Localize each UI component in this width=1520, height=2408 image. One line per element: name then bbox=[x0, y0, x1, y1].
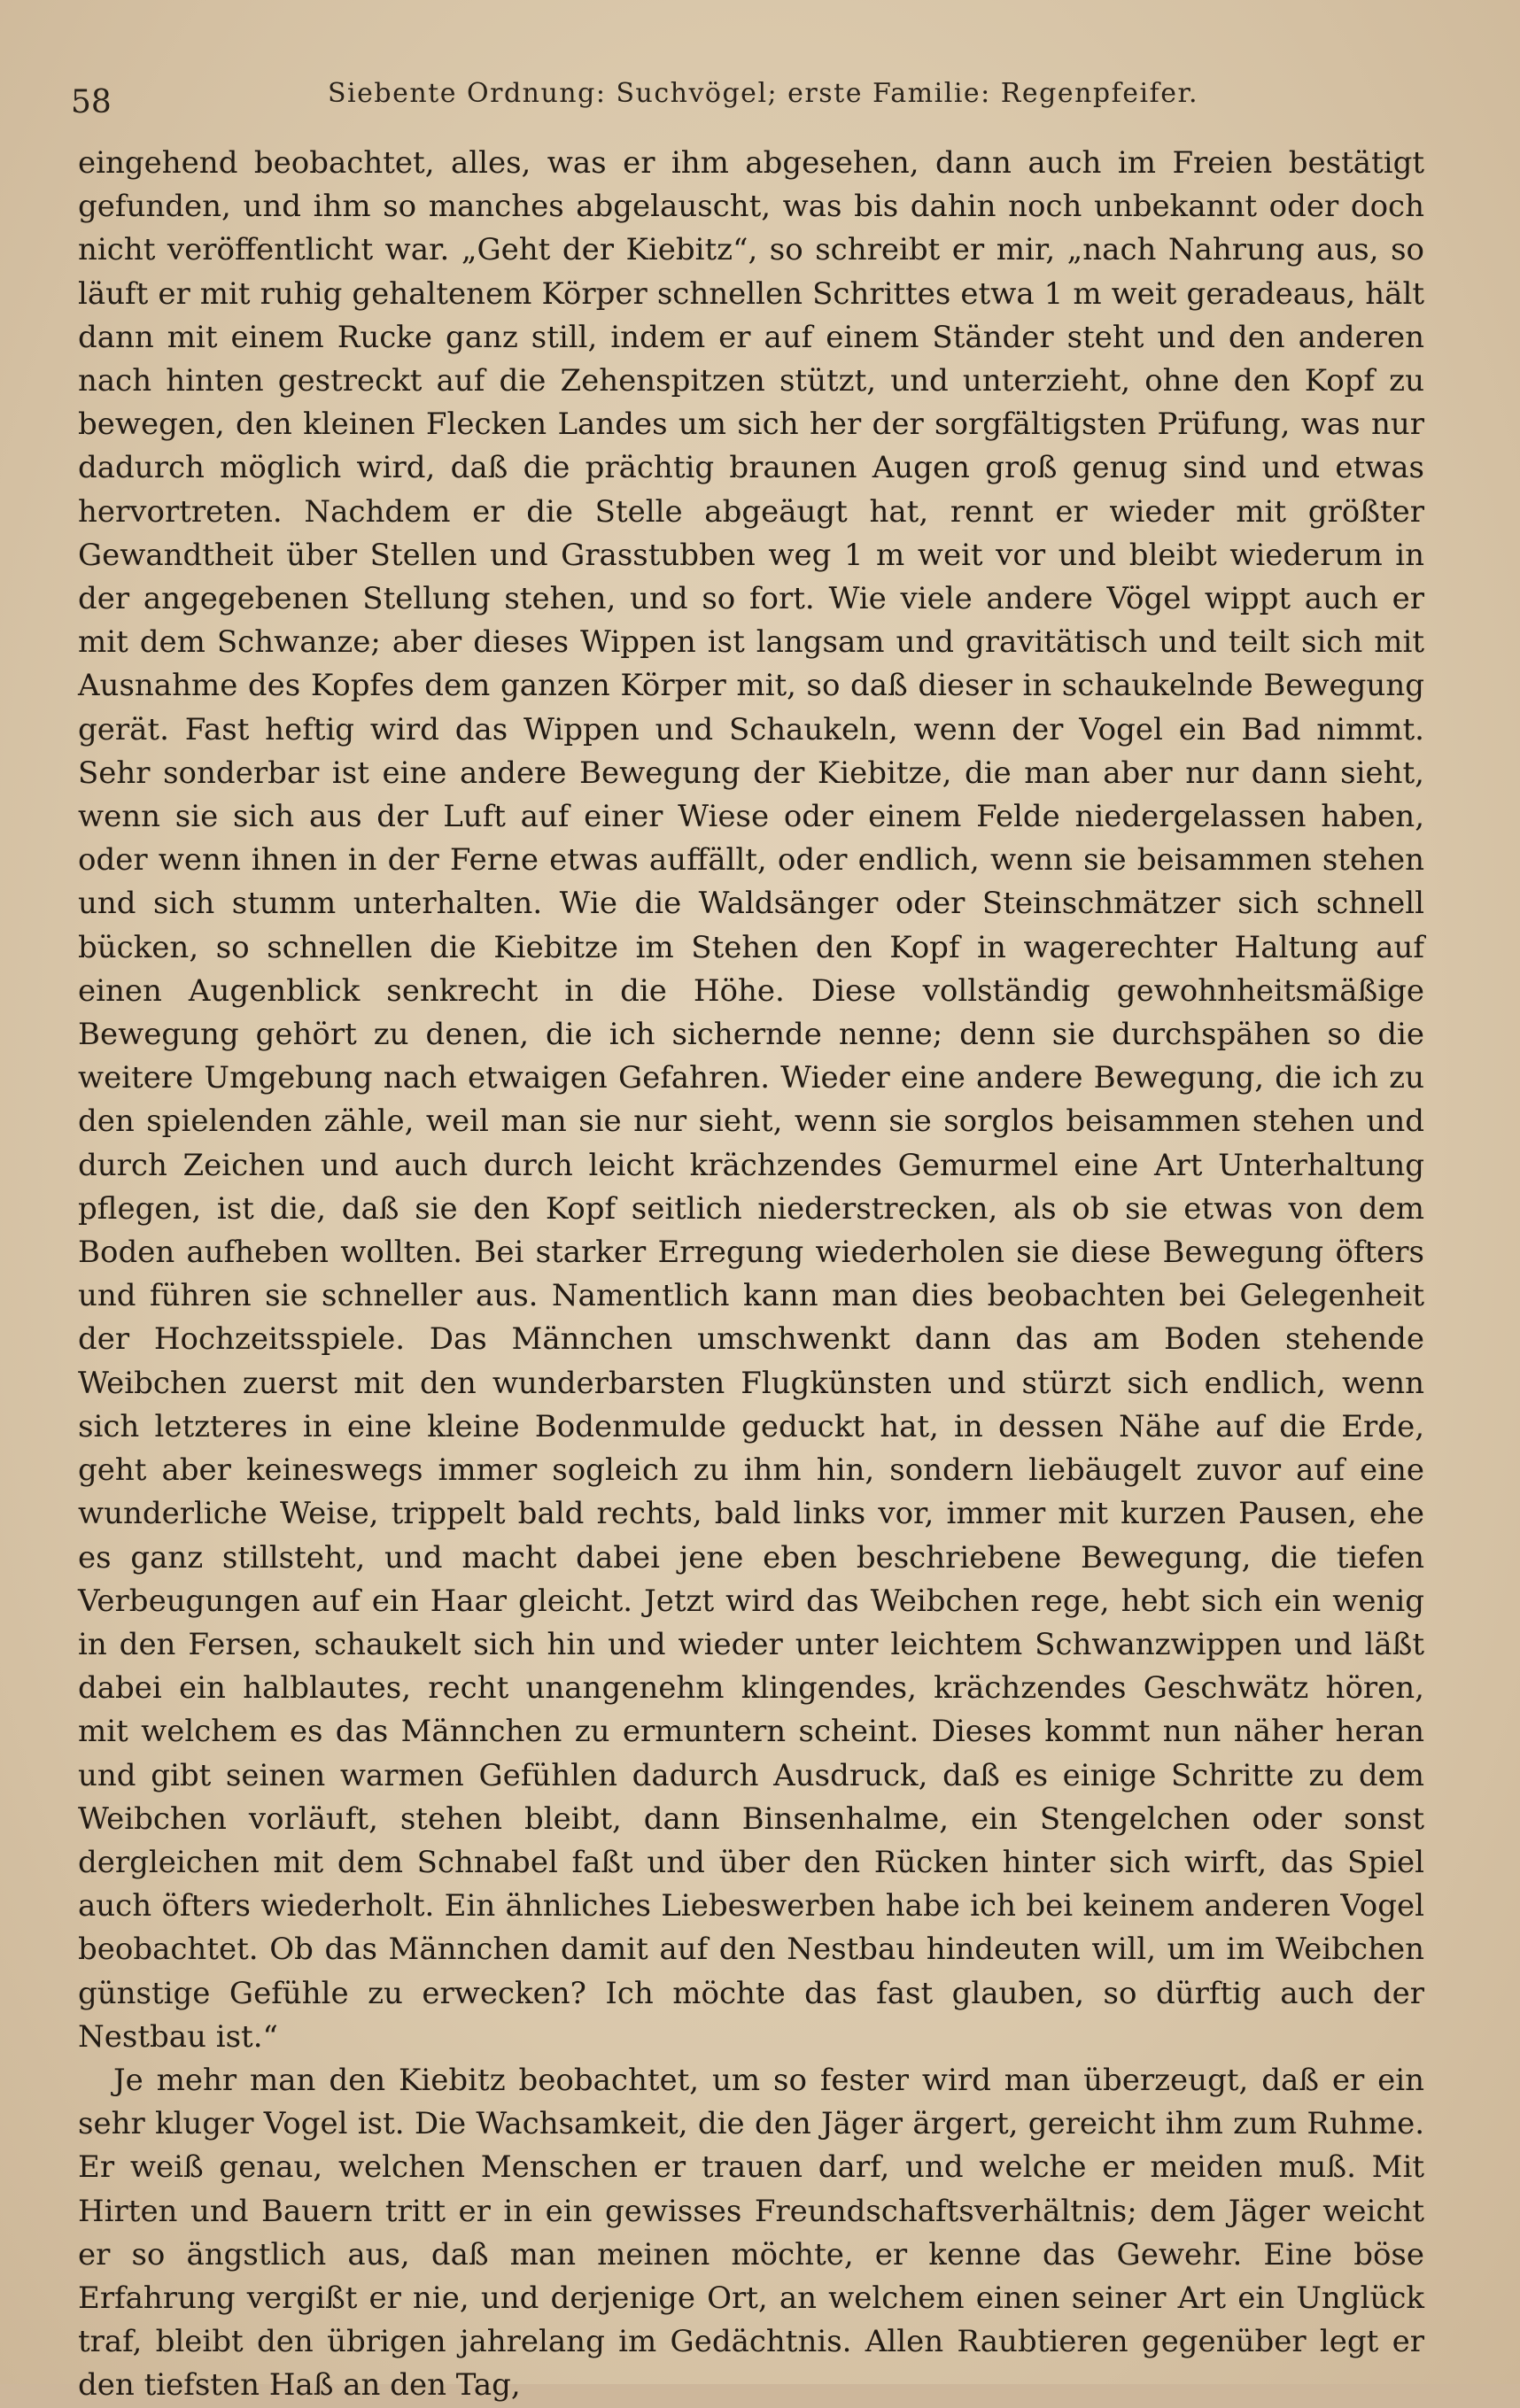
page-number: 58 bbox=[71, 84, 112, 120]
body-text bbox=[78, 142, 1424, 2408]
paragraph: Je mehr man den Kiebitz beobachtet, um so fester wird man überzeugt, daß er ein sehr kluger Vogel ist. Die Wachsamkeit, die den Jäger ärgert, gereicht ihm zum Ruhme. Er weiß genau, welchen Menschen er trauen darf, und welche er meiden muß. Mit Hirten und Bauern tritt er in ein gewisses Freundschaftsverhältnis; dem Jäger weicht er so ängstlich aus, daß man meinen möchte, er kenne das Gewehr. Eine böse Erfahrung vergißt er nie, und derjenige Ort, an welchem einen seiner Art ein Unglück traf, bleibt den übrigen jahrelang im Gedächtnis. Allen Raubtieren gegenüber legt er den tiefsten Haß an den Tag, bbox=[78, 2062, 1424, 2404]
paragraph: eingehend beobachtet, alles, was er ihm abgesehen, dann auch im Freien bestätigt gefunden, und ihm so manches abgelauscht, was bis dahin noch unbekannt oder doch nicht veröffentlicht war. „Geht der Kiebitz“, so schreibt er mir, „nach Nahrung aus, so läuft er mit ruhig gehaltenem Körper schnellen Schrittes etwa 1 m weit geradeaus, hält dann mit einem Rucke ganz still, indem er auf einem Ständer steht und den anderen nach hinten gestreckt auf die Zehenspitzen stützt, und unterzieht, ohne den Kopf zu bewegen, den kleinen Flecken Landes um sich her der sorgfältigsten Prüfung, was nur dadurch möglich wird, daß die prächtig braunen Augen groß genug sind und etwas hervortreten. Nachdem er die Stelle abgeäugt hat, rennt er wieder mit größter Gewandtheit über Stellen und Grasstubben weg 1 m weit vor und bleibt wiederum in der angegebenen Stellung stehen, und so fort. Wie viele andere Vögel wippt auch er mit dem Schwanze; aber dieses Wippen ist langsam und gravitätisch und teilt sich mit Ausnahme des Kopfes dem ganzen Körper mit, so daß dieser in schaukelnde Bewegung gerät. Fast heftig wird das Wippen und Schaukeln, wenn der Vogel ein Bad nimmt. Sehr sonderbar ist eine andere Bewegung der Kiebitze, die man aber nur dann sieht, wenn sie sich aus der Luft auf einer Wiese oder einem Felde niedergelassen haben, oder wenn ihnen in der Ferne etwas auffällt, oder endlich, wenn sie beisammen stehen und sich stumm unterhalten. Wie die Waldsänger oder Steinschmätzer sich schnell bücken, so schnellen die Kiebitze im Stehen den Kopf in wagerechter Haltung auf einen Augenblick senkrecht in die Höhe. Diese vollständig gewohnheitsmäßige Bewegung gehört zu denen, die ich sichernde nenne; denn sie durchspähen so die weitere Umgebung nach etwaigen Gefahren. Wieder eine andere Bewegung, die ich zu den spielenden zähle, weil man sie nur sieht, wenn sie sorglos beisammen stehen und durch Zeichen und auch durch leicht krächzendes Gemurmel eine Art Unterhaltung pflegen, ist die, daß sie den Kopf seitlich niederstrecken, als ob sie etwas von dem Boden aufheben wollten. Bei starker Erregung wiederholen sie diese Bewegung öfters und führen sie schneller aus. Namentlich kann man dies beobachten bei Gelegenheit der Hochzeitsspiele. Das Männchen umschwenkt dann das am Boden stehende Weibchen zuerst mit den wunderbarsten Flugkünsten und stürzt sich endlich, wenn sich letzteres in eine kleine Bodenmulde geduckt hat, in dessen Nähe auf die Erde, geht aber keineswegs immer sogleich zu ihm hin, sondern liebäugelt zuvor auf eine wunderliche Weise, trippelt bald rechts, bald links vor, immer mit kurzen Pausen, ehe es ganz stillsteht, und macht dabei jene eben beschriebene Bewegung, die tiefen Verbeugungen auf ein Haar gleicht. Jetzt wird das Weibchen rege, hebt sich ein wenig in den Fersen, schaukelt sich hin und wieder unter leichtem Schwanzwippen und läßt dabei ein halblautes, recht unangenehm klingendes, krächzendes Geschwätz hören, mit welchem es das Männchen zu ermuntern scheint. Dieses kommt nun näher heran und gibt seinen warmen Gefühlen dadurch Ausdruck, daß es einige Schritte zu dem Weibchen vorläuft, stehen bleibt, dann Binsenhalme, ein Stengelchen oder sonst dergleichen mit dem Schnabel faßt und über den Rücken hinter sich wirft, das Spiel auch öfters wiederholt. Ein ähnliches Liebeswerben habe ich bei keinem anderen Vogel beobachtet. Ob das Männchen damit auf den Nestbau hindeuten will, um im Weibchen günstige Gefühle zu erwecken? Ich möchte das fast glauben, so dürftig auch der Nestbau ist.“ bbox=[78, 145, 1424, 2055]
running-head: Siebente Ordnung: Suchvögel; erste Familie: Regenpfeifer. bbox=[328, 78, 1199, 109]
